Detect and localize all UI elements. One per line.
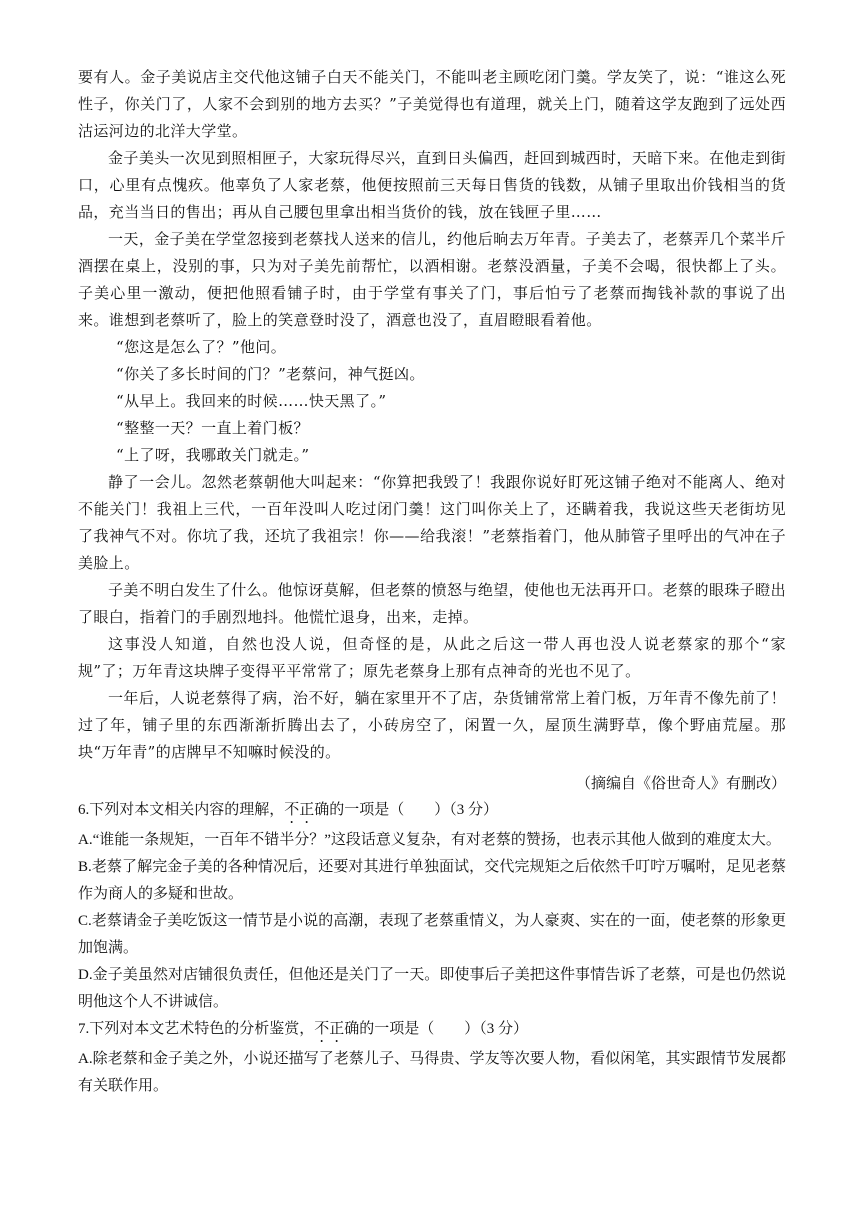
dialogue-line: “从早上。我回来的时候……快天黑了。” xyxy=(116,392,387,410)
dialogue-line: “您这是怎么了？”他问。 xyxy=(116,338,287,356)
story-text xyxy=(78,64,786,797)
story-paragraph: 一天，金子美在学堂忽接到老蔡找人送来的信儿，约他后晌去万年青。子美去了，老蔡弄几个菜半斤酒摆在桌上，没别的事，只为对子美先前帮忙，以酒相谢。老蔡没酒量，子美不会喝，很快都上了头。子美心里一激动，便把他照看铺子时，由于学堂有事关了门，事后怕亏了老蔡而掏钱补款的事说了出来。谁想到老蔡听了，脸上的笑意登时没了，酒意也没了，直眉瞪眼看着他。 xyxy=(78,230,786,329)
question-6-suffix: 确的一项是（ ）（3 分） xyxy=(314,802,499,818)
exam-page xyxy=(78,64,786,1100)
question-6-prefix: 6.下列对本文相关内容的理解， xyxy=(78,802,285,818)
question-7-suffix: 确的一项是（ ）（3 分） xyxy=(344,1021,529,1037)
question-7-prefix: 7.下列对本文艺术特色的分析鉴赏， xyxy=(78,1021,315,1037)
story-paragraph: 静了一会儿。忽然老蔡朝他大叫起来：“你算把我毁了！我跟你说好盯死这铺子绝对不能离人、绝对不能关门！我祖上三代，一百年没叫人吃过闭门羹！这门叫你关上了，还瞒着我，我说这些天老街坊见了我神气不对。你坑了我，还坑了我祖宗！你——给我滚！”老蔡指着门，他从肺管子里呼出的气冲在子美脸上。 xyxy=(78,473,786,572)
questions-section xyxy=(78,797,786,1100)
question-6-option-b: B.老蔡了解完金子美的各种情况后，还要对其进行单独面试，交代完规矩之后依然千叮咛万嘱咐，足见老蔡作为商人的多疑和世故。 xyxy=(78,859,786,902)
story-paragraph: 子美不明白发生了什么。他惊讶莫解，但老蔡的愤怒与绝望，使他也无法再开口。老蔡的眼珠子瞪出了眼白，指着门的手剧烈地抖。他慌忙退身，出来，走掉。 xyxy=(78,581,786,626)
emphasis-not-correct: 不正 xyxy=(284,802,315,818)
question-6-option-d: D.金子美虽然对店铺很负责任，但他还是关门了一天。即使事后子美把这件事情告诉了老蔡，可是也仍然说明他这个人不讲诚信。 xyxy=(78,967,786,1010)
dialogue-line: “上了呀，我哪敢关门就走。” xyxy=(116,446,310,464)
emphasis-not-correct: 不正 xyxy=(314,1021,345,1037)
question-6-option-c: C.老蔡请金子美吃饭这一情节是小说的高潮，表现了老蔡重情义，为人豪爽、实在的一面，使老蔡的形象更加饱满。 xyxy=(78,913,786,956)
question-6-stem xyxy=(78,797,786,827)
question-6-option-a: A.“谁能一条规矩，一百年不错半分？”这段话意义复杂，有对老蔡的赞扬，也表示其他人做到的难度太大。 xyxy=(78,832,781,848)
dialogue-line: “整整一天？一直上着门板？ xyxy=(116,419,309,437)
source-citation: （摘编自《俗世奇人》有删改） xyxy=(575,774,786,792)
question-7-option-a: A.除老蔡和金子美之外，小说还描写了老蔡儿子、马得贵、学友等次要人物，看似闲笔，其实跟情节发展都有关联作用。 xyxy=(78,1051,786,1094)
story-paragraph: 这事没人知道，自然也没人说，但奇怪的是，从此之后这一带人再也没人说老蔡家的那个“家规”了；万年青这块牌子变得平平常常了；原先老蔡身上那有点神奇的光也不见了。 xyxy=(78,635,786,680)
story-paragraph: 要有人。金子美说店主交代他这铺子白天不能关门，不能叫老主顾吃闭门羹。学友笑了，说：“谁这么死性子，你关门了，人家不会到别的地方去买？”子美觉得也有道理，就关上门，随着这学友跑到了远处西沽运河边的北洋大学堂。 xyxy=(78,68,786,140)
question-7-stem xyxy=(78,1016,786,1046)
story-paragraph: 一年后，人说老蔡得了病，治不好，躺在家里开不了店，杂货铺常常上着门板，万年青不像先前了！过了年，铺子里的东西渐渐折腾出去了，小砖房空了，闲置一久，屋顶生满野草，像个野庙荒屋。那块“万年青”的店牌早不知嘛时候没的。 xyxy=(78,689,786,761)
story-paragraph: 金子美头一次见到照相匣子，大家玩得尽兴，直到日头偏西，赶回到城西时，天暗下来。在他走到街口，心里有点愧疚。他辜负了人家老蔡，他便按照前三天每日售货的钱数，从铺子里取出价钱相当的货品，充当当日的售出；再从自己腰包里拿出相当货价的钱，放在钱匣子里…… xyxy=(78,149,786,221)
dialogue-line: “你关了多长时间的门？”老蔡问，神气挺凶。 xyxy=(116,365,425,383)
